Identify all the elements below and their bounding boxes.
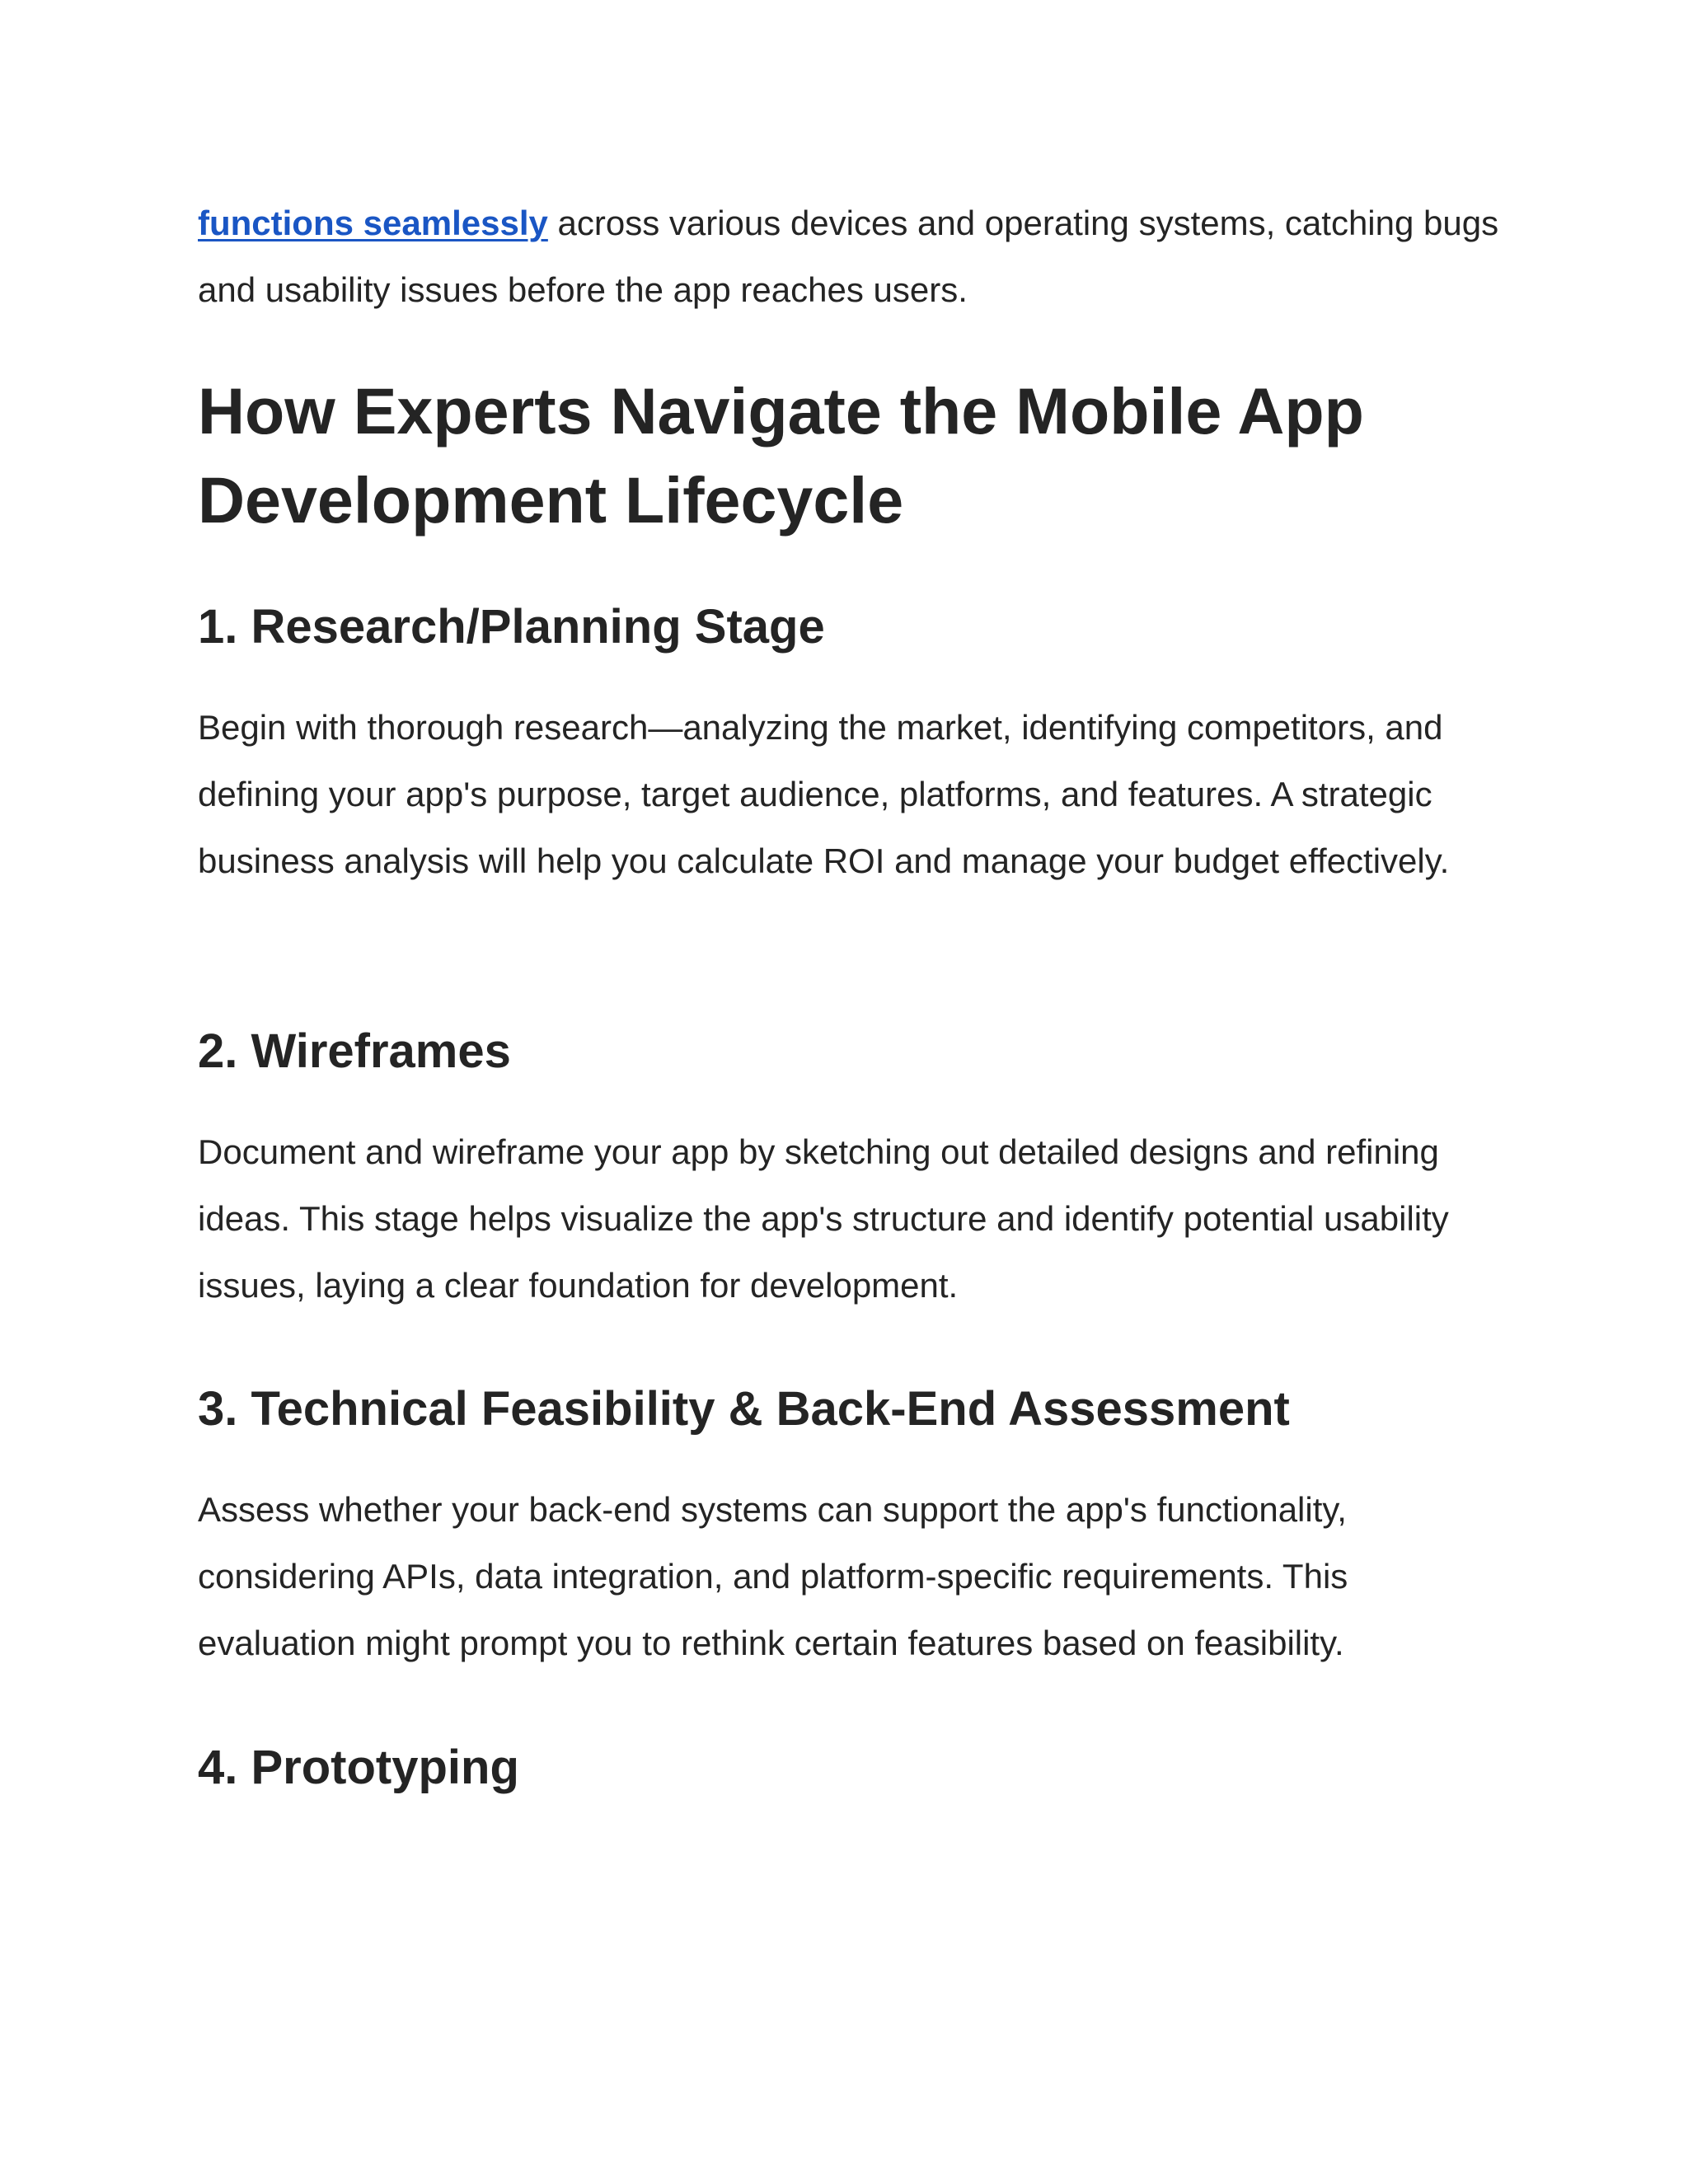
section-title-prototyping: 4. Prototyping [198, 1741, 519, 1794]
section-body-research-planning: Begin with thorough research—analyzing the market, identifying competitors, and defining your app's purpose, target audience, platforms, and features. A strategic business analysis will help you calculate ROI and manage your budget effectively. [198, 708, 1450, 880]
intro-text: across various devices and operating systems, catching bugs and usability issues before the app reaches users. [198, 204, 1499, 309]
page-title: How Experts Navigate the Mobile App Development Lifecycle [198, 374, 1364, 537]
section-body-wireframes: Document and wireframe your app by sketching out detailed designs and refining ideas. This stage helps visualize the app's structure and identify potential usability issues, laying a clear foundation for development. [198, 1132, 1449, 1305]
section-body-technical-feasibility: Assess whether your back-end systems can support the app's functionality, considering APIs, data integration, and platform-specific requirements. This evaluation might prompt you to rethink certain features based on feasibility. [198, 1490, 1348, 1662]
section-title-research-planning: 1. Research/Planning Stage [198, 600, 825, 654]
intro-paragraph [198, 190, 1500, 323]
section-title-technical-feasibility: 3. Technical Feasibility & Back-End Assessment [198, 1382, 1290, 1436]
section-title-wireframes: 2. Wireframes [198, 1024, 511, 1078]
functions-seamlessly-link[interactable]: functions seamlessly [198, 204, 548, 242]
